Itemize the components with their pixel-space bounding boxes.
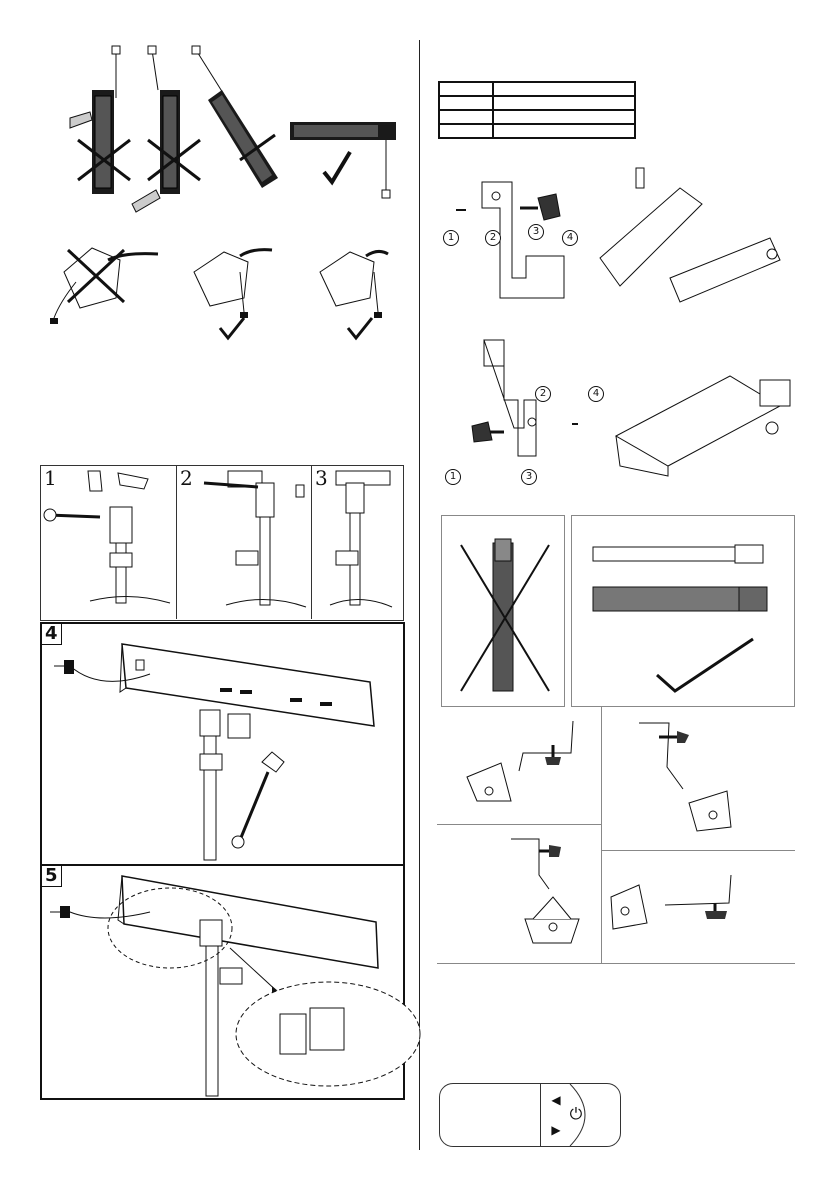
spec-cell (439, 124, 493, 138)
bracket-a-label-4: 4 (562, 230, 578, 246)
down-button[interactable]: ▶ (551, 1123, 561, 1137)
angle-panels-illustration (437, 707, 797, 963)
bracket-b-label-3: 3 (521, 469, 537, 485)
orientation-panels-illustration (441, 515, 801, 705)
cable-orientation-diagram (40, 232, 460, 352)
spec-cell (439, 82, 493, 96)
bracket-a-label-1: 1 (443, 230, 459, 246)
steps-1-3-illustrations (40, 465, 402, 619)
bracket-b-label-4: 4 (588, 386, 604, 402)
orientation-diagram (40, 40, 460, 260)
bracket-b-label-1: 1 (445, 469, 461, 485)
control-panel (439, 1083, 621, 1147)
spec-cell (439, 110, 493, 124)
step-number-3: 3 (315, 466, 328, 490)
bracket-a-diagram (440, 168, 839, 318)
bracket-b-diagram (440, 336, 839, 486)
step-5-illustration (40, 864, 401, 1096)
spec-cell (493, 110, 635, 124)
step-number-5: 5 (41, 865, 62, 887)
power-button[interactable]: ⏻ (569, 1104, 583, 1123)
spec-cell (493, 82, 635, 96)
control-button-strip (540, 1084, 541, 1146)
spec-cell (439, 96, 493, 110)
step-number-1: 1 (44, 466, 57, 490)
bracket-a-label-3: 3 (528, 224, 544, 240)
step-number-4: 4 (41, 623, 62, 645)
bracket-a-label-2: 2 (485, 230, 501, 246)
up-button[interactable]: ◀ (551, 1093, 561, 1107)
bracket-b-label-2: 2 (535, 386, 551, 402)
spec-cell (493, 96, 635, 110)
step-4-illustration (40, 622, 401, 862)
spec-table (438, 81, 636, 139)
step-number-2: 2 (180, 466, 193, 490)
spec-cell (493, 124, 635, 138)
